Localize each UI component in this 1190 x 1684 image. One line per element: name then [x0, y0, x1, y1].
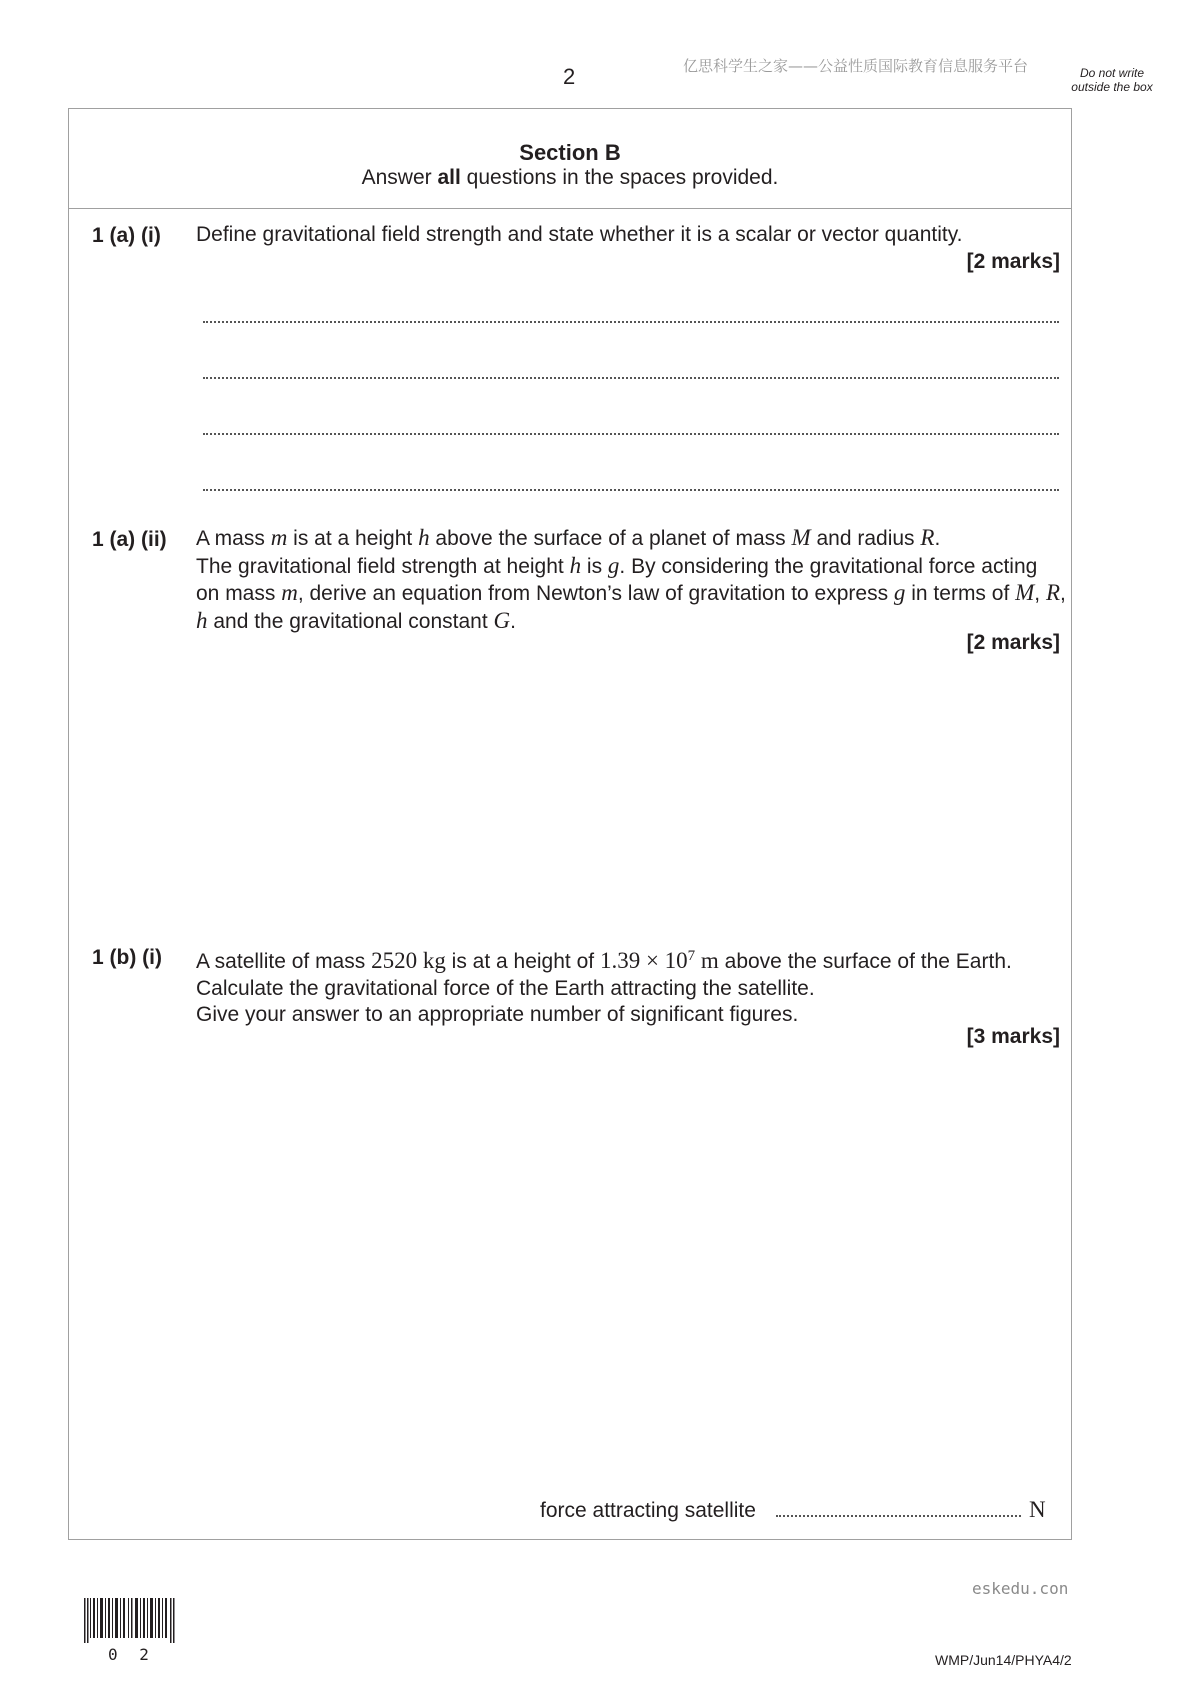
margin-note: Do not write outside the box — [1071, 66, 1153, 94]
final-answer-field[interactable] — [776, 1499, 1021, 1517]
question-number-1aii: 1 (a) (ii) — [92, 528, 167, 551]
footer-watermark: eskedu.con — [972, 1579, 1069, 1598]
question-text-1ai: Define gravitational field strength and state whether it is a scalar or vector quantity. — [196, 223, 963, 246]
answer-space-1aii[interactable] — [196, 670, 1066, 920]
answer-space-1bi[interactable] — [196, 1060, 1066, 1480]
marks-1bi: [3 marks] — [966, 1025, 1060, 1048]
marks-1aii: [2 marks] — [966, 631, 1060, 654]
answer-line[interactable] — [203, 377, 1059, 379]
paper-reference: WMP/Jun14/PHYA4/2 — [935, 1652, 1072, 1668]
section-instruction: Answer all questions in the spaces provided. — [361, 166, 779, 189]
question-text-1bi: A satellite of mass 2520 kg is at a height of $1.39 \times 10^7$ m above the surface of the Earth. Calculate the gravitational force of the Earth attracting the satellite. Give your answer to an appropriate number of significant figures. — [196, 948, 1012, 1026]
final-answer-label: force attracting satellite — [540, 1499, 756, 1522]
page-number: 2 — [563, 64, 576, 89]
question-number-1bi: 1 (b) (i) — [92, 946, 162, 969]
final-answer-unit: N — [1028, 1497, 1046, 1522]
header-watermark: 亿思科学生之家——公益性质国际教育信息服务平台 — [683, 57, 1029, 75]
barcode-icon — [84, 1598, 178, 1643]
answer-line[interactable] — [203, 321, 1059, 323]
answer-line[interactable] — [203, 433, 1059, 435]
section-title: Section B — [519, 140, 621, 165]
section-divider — [68, 208, 1072, 209]
marks-1ai: [2 marks] — [966, 250, 1060, 273]
final-answer-row — [540, 1497, 1046, 1523]
answer-line[interactable] — [203, 489, 1059, 491]
question-number-1ai: 1 (a) (i) — [92, 224, 161, 247]
barcode-number: 0 2 — [108, 1645, 155, 1664]
question-text-1aii: A mass m is at a height h above the surface of a planet of mass M and radius R. The gravitational field strength at height h is g. By considering the gravitational force acting on mass m, derive an equation from Newton’s law of gravitation to express g in terms of M, R, h and the gravitational constant G. — [196, 525, 1066, 633]
